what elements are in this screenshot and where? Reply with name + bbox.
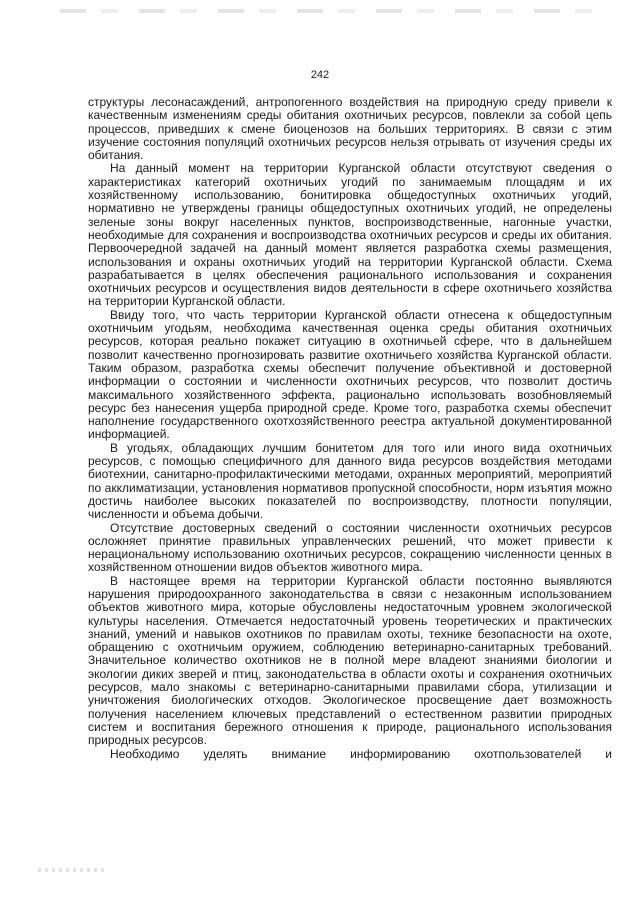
paragraph-lack-of-data: Отсутствие достоверных сведений о состоянии численности охотничьих ресурсов осложняет принятие правильных управленческих решений, что может привести к нерациональному использованию охотничьих ресурсов, сокращению численности ценных в хозяйственном отношении видов объектов животного мира. — [88, 520, 612, 575]
paragraph-violations: В настоящее время на территории Курганской области постоянно выявляются нарушения природоохранного законодательства в связи с незаконным использованием объектов животного мира, которые обусловлены недостаточным уровнем экологической культуры населения. Отмечается недостаточный уровень теоретических и практических знаний, умений и навыков охотников по правилам охоты, технике безопасности на охоте, обращению с охотничьим оружием, соблюдению ветеринарно-санитарных требований. Значительное количество охотников не в полной мере владеют знаниями биологии и экологии диких зверей и птиц, законодательства в области охоты и сохранения охотничьих ресурсов, мало знакомы с ветеринарно-санитарными правилами сбора, утилизации и уничтожения биологических отходов. Экологическое просвещение дает возможность получения населением ключевых представлений о естественном развитии природных систем и воспитания бережного отношения к природе, рационального использования природных ресурсов. — [88, 573, 612, 748]
document-body — [88, 96, 612, 761]
paragraph-biotechnics: В угодьях, обладающих лучшим бонитетом для того или иного вида охотничьих ресурсов, с помощью специфичного для данного вида ресурсов воздействия методами биотехнии, санитарно-профилактическими методами, охранных мероприятий, мероприятий по акклиматизации, установления нормативов пропускной способности, норм изъятия можно достичь наиболее высоких показателей по воспроизводству, плотности популяции, численности и объема добычи. — [88, 440, 612, 522]
paragraph-habitat-assessment: Ввиду того, что часть территории Курганской области отнесена к общедоступным охотничьим угодьям, необходима качественная оценка среды обитания охотничьих ресурсов, которая реально покажет ситуацию в охотничьей сфере, что в дальнейшем позволит качественно прогнозировать развитие охотничьего хозяйства Курганской области. Таким образом, разработка схемы обеспечит получение объективной и достоверной информации о состоянии и численности охотничьих ресурсов, что позволит достичь максимального хозяйственного эффекта, рационально использовать возобновляемый ресурс без нанесения ущерба природной среде. Кроме того, разработка схемы обеспечит наполнение государственного охотхозяйственного реестра актуальной документированной информацией. — [88, 307, 612, 442]
paragraph-informing: Необходимо уделять внимание информированию охотпользователей и — [110, 746, 612, 761]
scan-artifact-top — [60, 9, 600, 13]
page-number: 242 — [310, 69, 330, 81]
paragraph-continuation: структуры лесонасаждений, антропогенного воздействия на природную среду привели к качественным изменениям среды обитания охотничьих ресурсов, повлекли за собой цепь процессов, приведших к смене биоценозов на больших территориях. В связи с этим изучение состояния популяций охотничьих ресурсов нельзя отрывать от изучения среды их обитания. — [88, 95, 612, 163]
paragraph-current-state: На данный момент на территории Курганской области отсутствуют сведения о характеристиках категорий охотничьих угодий по занимаемым площадям и их хозяйственному использованию, бонитировка общедоступных охотничьих угодий, нормативно не утверждены границы общедоступных охотничьих угодий, не определены зеленые зоны вокруг населенных пунктов, воспроизводственные, нагонные участки, необходимые для сохранения и воспроизводства охотничьих ресурсов и среды их обитания. Первоочередной задачей на данный момент является разработка схемы размещения, использования и охраны охотничьих угодий на территории Курганской области. Схема разрабатывается в целях обеспечения рационального использования и сохранения охотничьих ресурсов и осуществления видов деятельности в сфере охотничьего хозяйства на территории Курганской области. — [88, 161, 612, 309]
scan-artifact-bottom — [38, 868, 108, 872]
